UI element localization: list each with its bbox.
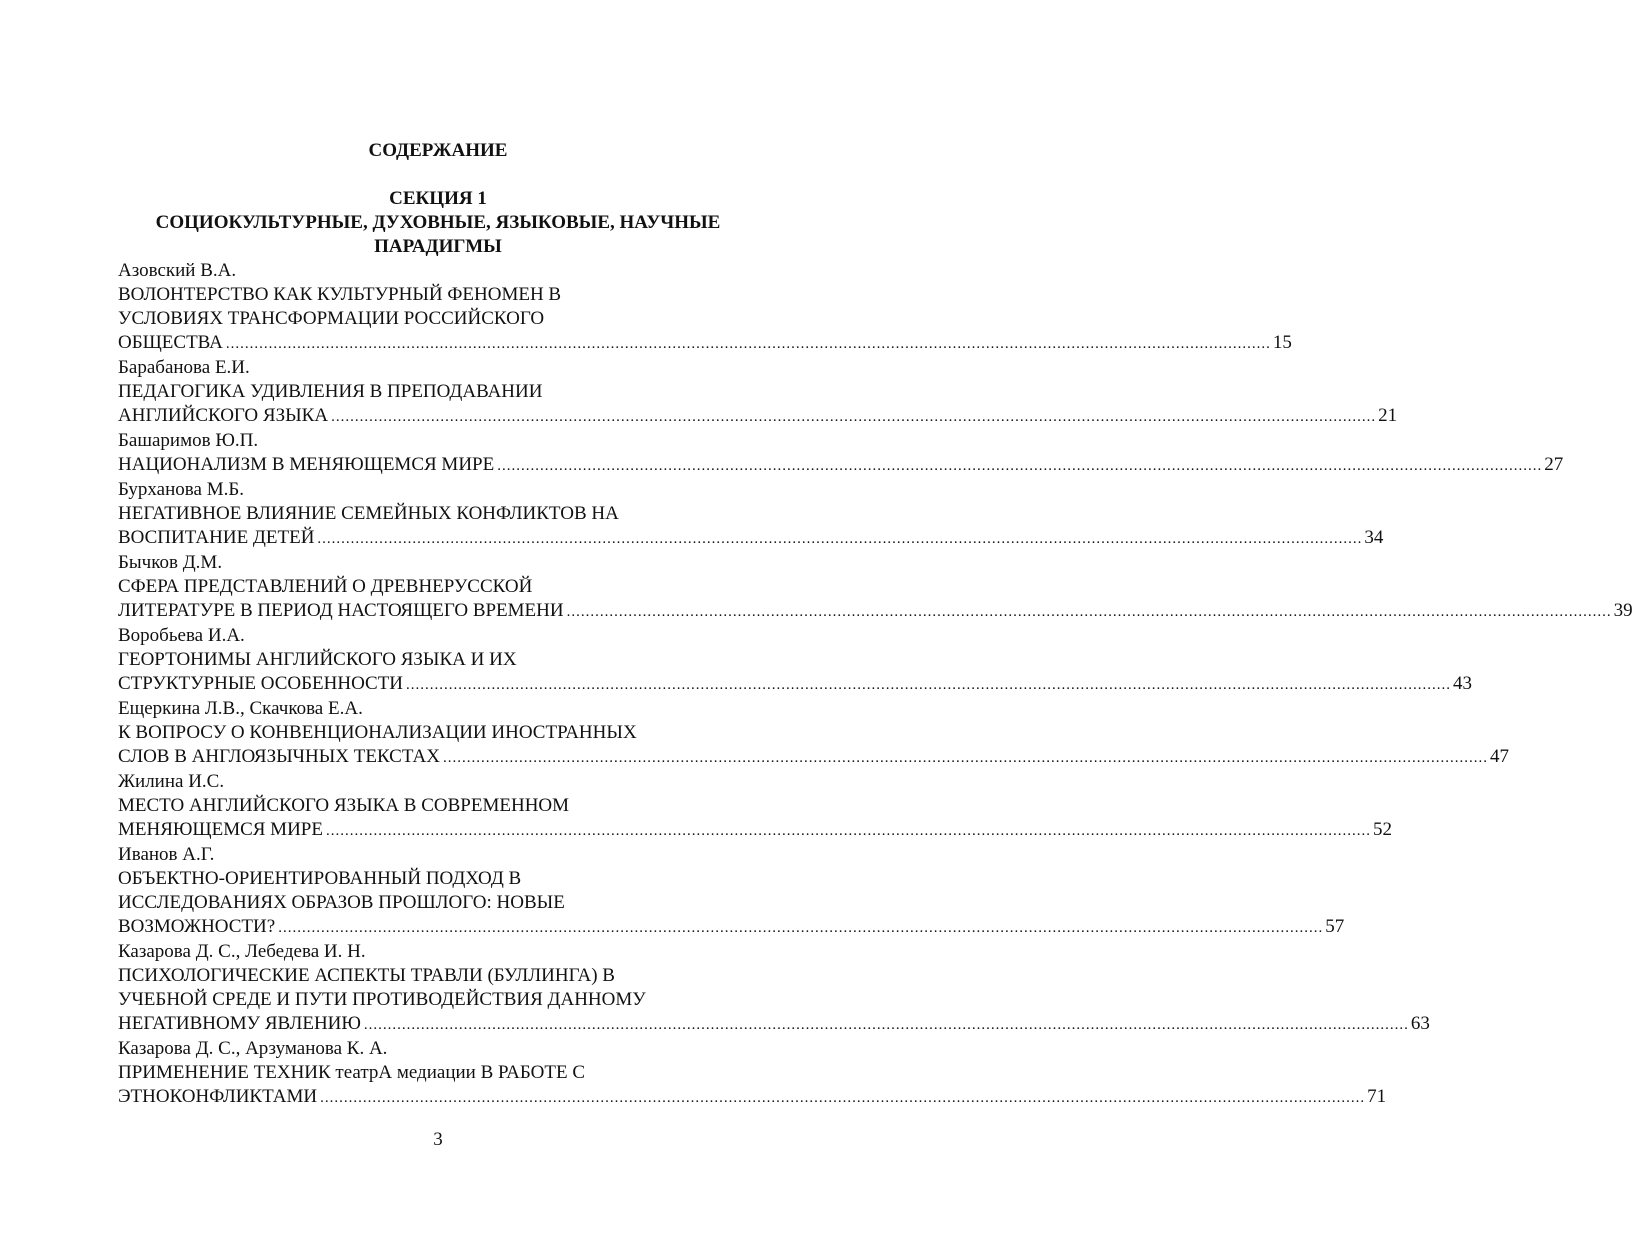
entry-author: Казарова Д. С., Лебедева И. Н.: [118, 941, 366, 962]
dot-leader: ............................................................................................................................................................................................................................: [363, 1017, 1409, 1033]
entry-title-line: ПЕДАГОГИКА УДИВЛЕНИЯ В ПРЕПОДАВАНИИ: [118, 381, 543, 402]
entry-page-number: 21: [1378, 405, 1398, 426]
toc-entry[interactable]: [118, 697, 1509, 770]
toc-entry[interactable]: [118, 1037, 1387, 1110]
entry-page-number: 52: [1372, 819, 1392, 840]
entry-title-line: СТРУКТУРНЫЕ ОСОБЕННОСТИ: [118, 673, 404, 694]
dot-leader: ............................................................................................................................................................................................................................: [442, 750, 1488, 766]
entry-title-line: ВОЛОНТЕРСТВО КАК КУЛЬТУРНЫЙ ФЕНОМЕН В: [118, 284, 562, 305]
entry-author: Барабанова Е.И.: [118, 357, 250, 378]
toc-entry[interactable]: [118, 478, 1384, 551]
entry-title-last-line: [118, 331, 1292, 356]
entry-title-last-line: [118, 818, 1392, 843]
entry-title-last-line: [118, 526, 1384, 551]
entry-author: Бурханова М.Б.: [118, 479, 244, 500]
section-title-line: СОЦИОКУЛЬТУРНЫЕ, ДУХОВНЫЕ, ЯЗЫКОВЫЕ, НАУЧНЫЕ: [155, 212, 721, 233]
dot-leader: ............................................................................................................................................................................................................................: [320, 1090, 1366, 1106]
entry-author: Казарова Д. С., Арзуманова К. А.: [118, 1038, 388, 1059]
toc-entry[interactable]: [118, 770, 1392, 843]
section-heading: [118, 187, 758, 259]
entry-page-number: 71: [1367, 1086, 1387, 1107]
dot-leader: ............................................................................................................................................................................................................................: [331, 409, 1377, 425]
dot-leader: ............................................................................................................................................................................................................................: [225, 336, 1271, 352]
toc-entry[interactable]: [118, 843, 1345, 940]
entry-title-line: УСЛОВИЯХ ТРАНСФОРМАЦИИ РОССИЙСКОГО: [118, 308, 545, 329]
entry-title-line: ВОСПИТАНИЕ ДЕТЕЙ: [118, 527, 315, 548]
dot-leader: ............................................................................................................................................................................................................................: [566, 604, 1612, 620]
entry-author: Башаримов Ю.П.: [118, 430, 259, 451]
entry-page-number: 34: [1364, 527, 1384, 548]
entry-title-line: ЛИТЕРАТУРЕ В ПЕРИОД НАСТОЯЩЕГО ВРЕМЕНИ: [118, 600, 564, 621]
entry-title-line: ОБЩЕСТВА: [118, 332, 223, 353]
entry-title-last-line: [118, 599, 1633, 624]
toc-entry[interactable]: [118, 259, 1292, 356]
entry-title-line: СФЕРА ПРЕДСТАВЛЕНИЙ О ДРЕВНЕРУССКОЙ: [118, 576, 533, 597]
entry-title-last-line: [118, 1085, 1387, 1110]
entry-title-line: К ВОПРОСУ О КОНВЕНЦИОНАЛИЗАЦИИ ИНОСТРАННЫХ: [118, 722, 637, 743]
entry-author: Жилина И.С.: [118, 771, 225, 792]
entry-title-line: НЕГАТИВНОЕ ВЛИЯНИЕ СЕМЕЙНЫХ КОНФЛИКТОВ НА: [118, 503, 619, 524]
entry-author: Воробьева И.А.: [118, 625, 245, 646]
toc-entry[interactable]: [118, 940, 1430, 1037]
toc-entry[interactable]: [118, 551, 1633, 624]
toc-entry[interactable]: [118, 429, 1564, 478]
entry-title-line: НАЦИОНАЛИЗМ В МЕНЯЮЩЕМСЯ МИРЕ: [118, 454, 495, 475]
entry-title-line: ИССЛЕДОВАНИЯХ ОБРАЗОВ ПРОШЛОГО: НОВЫЕ: [118, 892, 565, 913]
entry-author: Ещеркина Л.В., Скачкова Е.А.: [118, 698, 363, 719]
entry-title-line: УЧЕБНОЙ СРЕДЕ И ПУТИ ПРОТИВОДЕЙСТВИЯ ДАННОМУ: [118, 989, 646, 1010]
entry-title-line: ВОЗМОЖНОСТИ?: [118, 916, 276, 937]
entry-author: Бычков Д.М.: [118, 552, 223, 573]
entry-title-line: НЕГАТИВНОМУ ЯВЛЕНИЮ: [118, 1013, 361, 1034]
section-title-line: ПАРАДИГМЫ: [374, 236, 502, 257]
toc-entry[interactable]: [118, 624, 1473, 697]
entry-title-line: МЕНЯЮЩЕМСЯ МИРЕ: [118, 819, 323, 840]
entry-title-last-line: [118, 672, 1473, 697]
entry-title-line: ЭТНОКОНФЛИКТАМИ: [118, 1086, 318, 1107]
table-of-contents: [118, 259, 1633, 1110]
entry-title-line: ПСИХОЛОГИЧЕСКИЕ АСПЕКТЫ ТРАВЛИ (БУЛЛИНГА) В: [118, 965, 615, 986]
dot-leader: ............................................................................................................................................................................................................................: [278, 920, 1324, 936]
entry-page-number: 57: [1325, 916, 1345, 937]
entry-title-last-line: [118, 1012, 1430, 1037]
entry-title-last-line: [118, 404, 1398, 429]
entry-title-line: АНГЛИЙСКОГО ЯЗЫКА: [118, 405, 329, 426]
entry-title-line: МЕСТО АНГЛИЙСКОГО ЯЗЫКА В СОВРЕМЕННОМ: [118, 795, 570, 816]
entry-title-line: СЛОВ В АНГЛОЯЗЫЧНЫХ ТЕКСТАХ: [118, 746, 440, 767]
dot-leader: ............................................................................................................................................................................................................................: [325, 823, 1371, 839]
dot-leader: ............................................................................................................................................................................................................................: [497, 458, 1543, 474]
entry-title-line: ПРИМЕНЕНИЕ ТЕХНИК театрА медиации В РАБОТЕ С: [118, 1062, 585, 1083]
entry-author: Азовский В.А.: [118, 260, 237, 281]
dot-leader: ............................................................................................................................................................................................................................: [317, 531, 1363, 547]
entry-title-line: ГЕОРТОНИМЫ АНГЛИЙСКОГО ЯЗЫКА И ИХ: [118, 649, 517, 670]
dot-leader: ............................................................................................................................................................................................................................: [406, 677, 1452, 693]
entry-page-number: 27: [1544, 454, 1564, 475]
entry-page-number: 15: [1272, 332, 1292, 353]
entry-page-number: 43: [1453, 673, 1473, 694]
entry-page-number: 47: [1489, 746, 1509, 767]
page-title: СОДЕРЖАНИЕ: [368, 140, 508, 161]
entry-author: Иванов А.Г.: [118, 844, 215, 865]
entry-title-last-line: [118, 915, 1345, 940]
page-number: 3: [433, 1129, 443, 1150]
entry-page-number: 39: [1613, 600, 1633, 621]
section-label: СЕКЦИЯ 1: [389, 188, 487, 209]
entry-title-line: ОБЪЕКТНО-ОРИЕНТИРОВАННЫЙ ПОДХОД В: [118, 868, 522, 889]
entry-page-number: 63: [1410, 1013, 1430, 1034]
toc-entry[interactable]: [118, 356, 1398, 429]
entry-title-last-line: [118, 453, 1564, 478]
entry-title-last-line: [118, 745, 1509, 770]
